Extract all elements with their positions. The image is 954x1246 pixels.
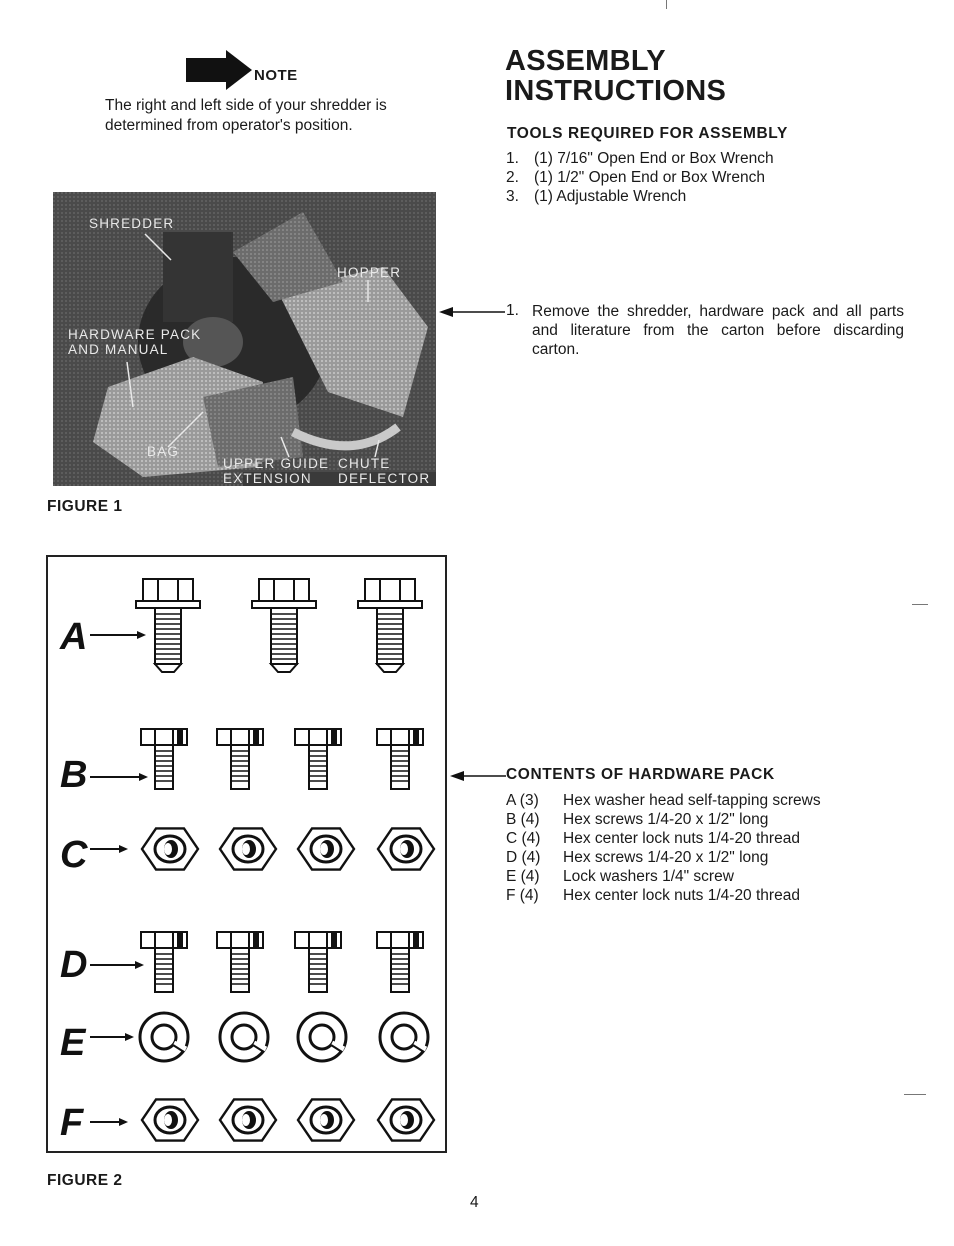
tool-item-number: 2. (506, 169, 519, 186)
page-title (505, 46, 726, 106)
hardware-item (506, 830, 800, 848)
lock-washer (298, 1013, 346, 1061)
hardware-pack-label (68, 327, 201, 357)
hex-lock-nut (378, 1099, 434, 1140)
hardware-pack-label-line1: HARDWARE PACK (68, 327, 202, 342)
hopper-label: HOPPER (337, 265, 402, 280)
scan-mark (912, 604, 928, 605)
hex-washer-head-screw (358, 579, 422, 672)
row-letter-label: C (60, 834, 88, 876)
hardware-item (506, 792, 821, 810)
contents-heading: CONTENTS OF HARDWARE PACK (506, 766, 775, 783)
scan-mark (904, 1094, 926, 1095)
tools-heading: TOOLS REQUIRED FOR ASSEMBLY (507, 125, 788, 142)
hex-lock-nut (220, 1099, 276, 1140)
hex-screw (217, 729, 263, 789)
hex-lock-nut (142, 1099, 198, 1140)
row-pointer-arrow (90, 773, 148, 781)
hardware-item-text: Lock washers 1/4" screw (563, 868, 734, 885)
hex-washer-head-screw (252, 579, 316, 672)
hardware-item-code: D (4) (506, 849, 541, 866)
tool-item (506, 150, 774, 168)
hex-lock-nut (142, 828, 198, 869)
tool-item-number: 1. (506, 150, 519, 167)
note-label: NOTE (254, 67, 298, 84)
figure2-parts-diagram (46, 555, 447, 1153)
tool-item-number: 3. (506, 188, 519, 205)
hex-screw (295, 729, 341, 789)
tool-item-text: (1) Adjustable Wrench (534, 188, 687, 205)
hardware-item-code: B (4) (506, 811, 540, 828)
hardware-item-code: E (4) (506, 868, 540, 885)
row-letter-label: D (60, 944, 88, 986)
chute-deflector-label (338, 456, 430, 486)
bag-label: BAG (147, 444, 180, 459)
hex-screw (377, 932, 423, 992)
step1-number: 1. (506, 302, 519, 319)
hex-screw (141, 729, 187, 789)
hardware-item (506, 868, 734, 886)
hex-washer-head-screw (136, 579, 200, 672)
figure1-caption: FIGURE 1 (47, 498, 123, 515)
hardware-item (506, 849, 768, 867)
row-pointer-arrow (90, 631, 146, 639)
hex-screw (295, 932, 341, 992)
hardware-item-text: Hex screws 1/4-20 x 1/2" long (563, 849, 769, 866)
page-title-line2: INSTRUCTIONS (505, 75, 727, 107)
hardware-item-code: C (4) (506, 830, 541, 847)
hex-lock-nut (220, 828, 276, 869)
hardware-item-text: Hex screws 1/4-20 x 1/2" long (563, 811, 769, 828)
hardware-item-code: A (3) (506, 792, 539, 809)
row-letter-label: A (60, 616, 88, 658)
shredder-label: SHREDDER (89, 216, 175, 231)
row-pointer-arrow (90, 961, 144, 969)
hex-screw (217, 932, 263, 992)
tool-item (506, 188, 686, 206)
lock-washer (220, 1013, 268, 1061)
figure1-photo (53, 192, 436, 486)
note-text: The right and left side of your shredder is determined from operator's position. (105, 97, 387, 134)
scan-mark (666, 0, 667, 9)
chute-label-line2: DEFLECTOR (338, 471, 431, 486)
hex-screw (141, 932, 187, 992)
hex-lock-nut (298, 828, 354, 869)
hardware-item (506, 887, 800, 905)
tool-item-text: (1) 1/2" Open End or Box Wrench (534, 169, 765, 186)
step1-text: Remove the shredder, hardware pack and all parts and literature from the carton before discarding carton. (532, 303, 904, 358)
hardware-item-text: Hex center lock nuts 1/4-20 thread (563, 887, 800, 904)
lock-washer (380, 1013, 428, 1061)
page-title-line1: ASSEMBLY (505, 45, 666, 77)
note-arrow-icon (186, 50, 252, 90)
step1-pointer-arrow-icon (439, 305, 505, 319)
tool-item (506, 169, 765, 187)
hardware-item-code: F (4) (506, 887, 539, 904)
contents-pointer-arrow-icon (450, 769, 506, 783)
row-letter-label: E (60, 1022, 86, 1064)
row-letter-label: F (60, 1102, 84, 1144)
upper-guide-label-line1: UPPER GUIDE (223, 456, 330, 471)
figure2-caption: FIGURE 2 (47, 1172, 123, 1189)
chute-label-line1: CHUTE (338, 456, 391, 471)
row-pointer-arrow (90, 845, 128, 853)
upper-guide-label-line2: EXTENSION (223, 471, 312, 486)
lock-washer (140, 1013, 188, 1061)
hardware-item-text: Hex center lock nuts 1/4-20 thread (563, 830, 800, 847)
hardware-item-text: Hex washer head self-tapping screws (563, 792, 821, 809)
hex-lock-nut (378, 828, 434, 869)
row-letter-label: B (60, 754, 88, 796)
hardware-item (506, 811, 768, 829)
figure2-drawing (48, 557, 449, 1155)
hardware-pack-label-line2: AND MANUAL (68, 342, 169, 357)
hex-lock-nut (298, 1099, 354, 1140)
upper-guide-extension-label (223, 456, 329, 486)
row-pointer-arrow (90, 1118, 128, 1126)
tool-item-text: (1) 7/16" Open End or Box Wrench (534, 150, 774, 167)
hex-screw (377, 729, 423, 789)
page-number: 4 (470, 1194, 479, 1211)
row-pointer-arrow (90, 1033, 134, 1041)
